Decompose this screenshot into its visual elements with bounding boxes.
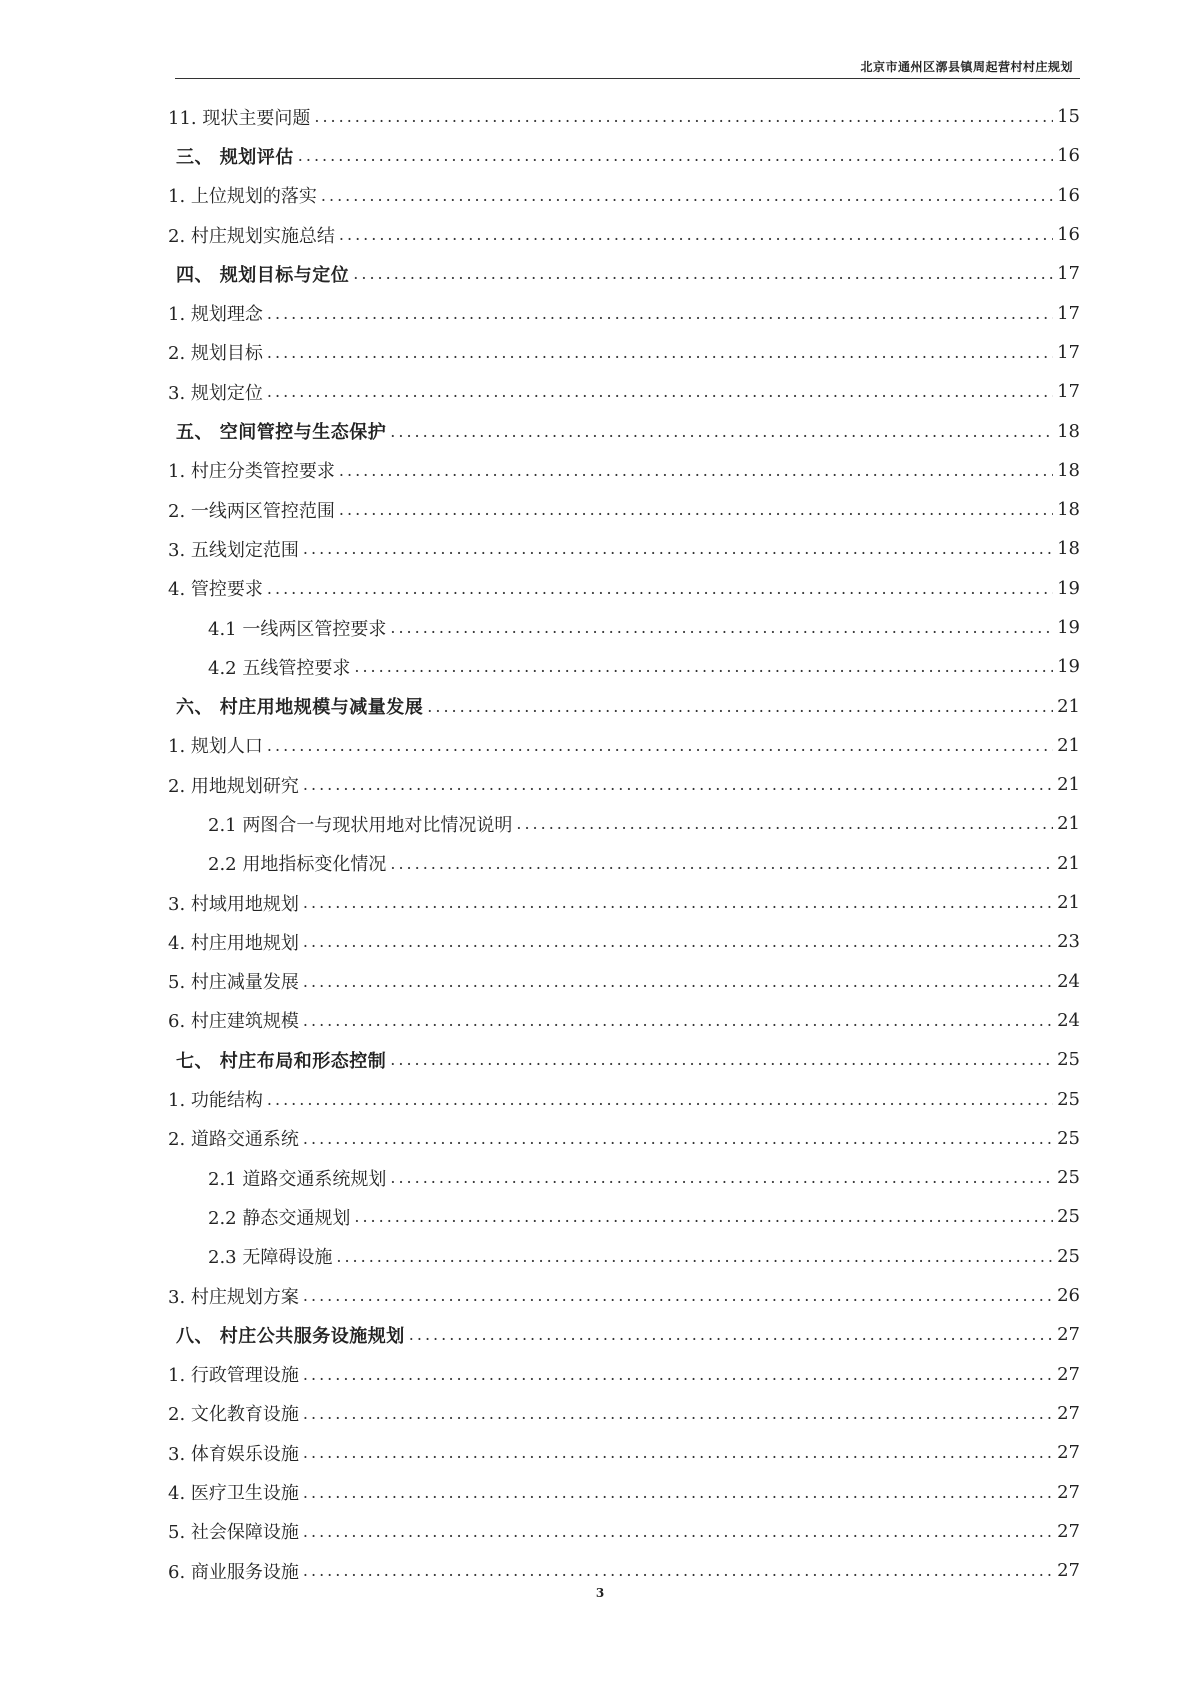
- toc-entry-page-number: 27: [1057, 1363, 1080, 1385]
- toc-entry-label: 1. 上位规划的落实: [168, 186, 317, 208]
- toc-dot-leader: [267, 736, 1053, 755]
- toc-entry-page-number: 21: [1057, 774, 1080, 796]
- toc-entry-page-number: 25: [1057, 1049, 1080, 1071]
- toc-chapter-entry[interactable]: [168, 686, 1080, 725]
- toc-entry[interactable]: [168, 372, 1080, 411]
- toc-entry-page-number: 21: [1057, 813, 1080, 835]
- toc-dot-leader: [354, 657, 1053, 676]
- toc-entry-label: 3. 村庄规划方案: [168, 1286, 299, 1308]
- toc-entry-label: 四、 规划目标与定位: [176, 264, 350, 286]
- toc-entry[interactable]: [168, 451, 1080, 490]
- toc-entry[interactable]: [168, 883, 1080, 922]
- toc-entry-label: 1. 功能结构: [168, 1090, 263, 1112]
- toc-entry-label: 4. 管控要求: [168, 579, 263, 601]
- toc-entry-page-number: 15: [1057, 106, 1080, 128]
- toc-entry-page-number: 25: [1057, 1245, 1080, 1267]
- toc-entry[interactable]: [168, 1119, 1080, 1158]
- toc-chapter-entry[interactable]: [168, 1040, 1080, 1079]
- toc-dot-leader: [298, 146, 1053, 165]
- toc-entry[interactable]: [168, 1001, 1080, 1040]
- toc-entry-page-number: 25: [1057, 1206, 1080, 1228]
- toc-dot-leader: [267, 382, 1053, 401]
- toc-entry-page-number: 21: [1057, 734, 1080, 756]
- toc-entry-label: 11. 现状主要问题: [168, 107, 311, 129]
- toc-entry-label: 5. 村庄减量发展: [168, 972, 299, 994]
- toc-dot-leader: [321, 186, 1053, 205]
- toc-entry-label: 3. 体育娱乐设施: [168, 1443, 299, 1465]
- toc-entry-label: 3. 村域用地规划: [168, 893, 299, 915]
- toc-entry-page-number: 17: [1057, 263, 1080, 285]
- toc-entry[interactable]: [168, 1512, 1080, 1551]
- toc-dot-leader: [336, 1247, 1053, 1266]
- toc-entry[interactable]: [168, 922, 1080, 961]
- toc-entry[interactable]: [168, 215, 1080, 254]
- toc-entry[interactable]: [168, 1394, 1080, 1433]
- toc-entry-page-number: 25: [1057, 1127, 1080, 1149]
- toc-entry-page-number: 23: [1057, 931, 1080, 953]
- toc-entry-page-number: 18: [1057, 459, 1080, 481]
- toc-entry-label: 5. 社会保障设施: [168, 1522, 299, 1544]
- toc-entry-page-number: 27: [1057, 1481, 1080, 1503]
- toc-dot-leader: [303, 1522, 1053, 1541]
- running-header: 北京市通州区漷县镇周起营村村庄规划: [860, 60, 1073, 74]
- toc-entry-page-number: 16: [1057, 145, 1080, 167]
- toc-entry-label: 六、 村庄用地规模与减量发展: [176, 697, 424, 719]
- toc-entry[interactable]: [168, 1472, 1080, 1511]
- toc-entry-label: 2.2 用地指标变化情况: [208, 854, 387, 876]
- toc-entry-page-number: 21: [1057, 892, 1080, 914]
- toc-dot-leader: [390, 1050, 1053, 1069]
- toc-entry-page-number: 18: [1057, 420, 1080, 442]
- toc-entry-page-number: 21: [1057, 695, 1080, 717]
- toc-dot-leader: [303, 1483, 1053, 1502]
- toc-dot-leader: [303, 893, 1053, 912]
- toc-chapter-entry[interactable]: [168, 136, 1080, 175]
- toc-dot-leader: [339, 225, 1053, 244]
- toc-entry-label: 1. 村庄分类管控要求: [168, 461, 335, 483]
- toc-entry-label: 2.3 无障碍设施: [208, 1247, 333, 1269]
- toc-entry-label: 6. 村庄建筑规模: [168, 1011, 299, 1033]
- header-divider: [175, 78, 1080, 79]
- toc-entry-label: 1. 规划理念: [168, 304, 263, 326]
- toc-entry-page-number: 24: [1057, 970, 1080, 992]
- toc-entry-page-number: 27: [1057, 1324, 1080, 1346]
- toc-entry-label: 2. 村庄规划实施总结: [168, 225, 335, 247]
- toc-entry[interactable]: [168, 1276, 1080, 1315]
- toc-entry[interactable]: [168, 1237, 1080, 1276]
- toc-entry-page-number: 27: [1057, 1560, 1080, 1582]
- toc-dot-leader: [339, 461, 1053, 480]
- toc-entry-label: 2. 道路交通系统: [168, 1129, 299, 1151]
- table-of-contents: [168, 97, 1080, 1590]
- toc-entry[interactable]: [168, 97, 1080, 136]
- toc-chapter-entry[interactable]: [168, 411, 1080, 450]
- toc-entry[interactable]: [168, 176, 1080, 215]
- toc-entry-label: 4.2 五线管控要求: [208, 657, 351, 679]
- toc-entry[interactable]: [168, 569, 1080, 608]
- toc-entry-label: 6. 商业服务设施: [168, 1561, 299, 1583]
- toc-dot-leader: [353, 264, 1053, 283]
- toc-entry-label: 2. 规划目标: [168, 343, 263, 365]
- toc-chapter-entry[interactable]: [168, 1315, 1080, 1354]
- toc-dot-leader: [267, 579, 1053, 598]
- toc-entry-label: 1. 行政管理设施: [168, 1365, 299, 1387]
- toc-entry-page-number: 16: [1057, 224, 1080, 246]
- toc-entry-label: 2. 一线两区管控范围: [168, 500, 335, 522]
- toc-entry-label: 2. 文化教育设施: [168, 1404, 299, 1426]
- toc-dot-leader: [516, 814, 1053, 833]
- toc-entry-page-number: 19: [1057, 656, 1080, 678]
- toc-dot-leader: [267, 304, 1053, 323]
- toc-entry[interactable]: [168, 1355, 1080, 1394]
- toc-dot-leader: [303, 1286, 1053, 1305]
- toc-entry[interactable]: [168, 1158, 1080, 1197]
- toc-entry-label: 4. 村庄用地规划: [168, 932, 299, 954]
- toc-entry[interactable]: [168, 608, 1080, 647]
- toc-dot-leader: [267, 343, 1053, 362]
- toc-entry[interactable]: [168, 804, 1080, 843]
- toc-entry-label: 3. 五线划定范围: [168, 539, 299, 561]
- toc-dot-leader: [303, 539, 1053, 558]
- toc-entry-page-number: 27: [1057, 1442, 1080, 1464]
- toc-entry-page-number: 26: [1057, 1285, 1080, 1307]
- toc-entry[interactable]: [168, 333, 1080, 372]
- toc-dot-leader: [303, 972, 1053, 991]
- toc-chapter-entry[interactable]: [168, 254, 1080, 293]
- toc-entry[interactable]: [168, 1551, 1080, 1590]
- toc-entry-page-number: 21: [1057, 852, 1080, 874]
- toc-entry-page-number: 19: [1057, 577, 1080, 599]
- toc-entry-page-number: 17: [1057, 341, 1080, 363]
- toc-dot-leader: [303, 932, 1053, 951]
- toc-entry-page-number: 25: [1057, 1167, 1080, 1189]
- toc-dot-leader: [303, 775, 1053, 794]
- toc-entry[interactable]: [168, 490, 1080, 529]
- toc-entry-page-number: 17: [1057, 381, 1080, 403]
- toc-entry-page-number: 17: [1057, 302, 1080, 324]
- toc-dot-leader: [303, 1365, 1053, 1384]
- toc-entry-label: 五、 空间管控与生态保护: [176, 422, 387, 444]
- toc-entry-label: 4.1 一线两区管控要求: [208, 618, 387, 640]
- page-number: 3: [595, 1586, 605, 1600]
- toc-entry[interactable]: [168, 726, 1080, 765]
- toc-dot-leader: [390, 422, 1053, 441]
- toc-entry-page-number: 25: [1057, 1088, 1080, 1110]
- toc-entry[interactable]: [168, 1197, 1080, 1236]
- toc-entry-page-number: 18: [1057, 538, 1080, 560]
- toc-entry-page-number: 18: [1057, 499, 1080, 521]
- toc-dot-leader: [390, 618, 1053, 637]
- toc-entry-label: 2.1 道路交通系统规划: [208, 1168, 387, 1190]
- toc-entry-page-number: 16: [1057, 184, 1080, 206]
- toc-entry-label: 七、 村庄布局和形态控制: [176, 1050, 387, 1072]
- toc-dot-leader: [390, 854, 1053, 873]
- toc-entry[interactable]: [168, 1433, 1080, 1472]
- toc-dot-leader: [267, 1090, 1053, 1109]
- toc-dot-leader: [427, 697, 1053, 716]
- toc-entry-page-number: 27: [1057, 1520, 1080, 1542]
- toc-entry-label: 4. 医疗卫生设施: [168, 1483, 299, 1505]
- toc-entry-page-number: 27: [1057, 1402, 1080, 1424]
- toc-dot-leader: [303, 1129, 1053, 1148]
- toc-dot-leader: [303, 1443, 1053, 1462]
- toc-entry[interactable]: [168, 293, 1080, 332]
- toc-entry-page-number: 24: [1057, 1009, 1080, 1031]
- toc-entry[interactable]: [168, 765, 1080, 804]
- toc-entry-label: 三、 规划评估: [176, 146, 294, 168]
- toc-dot-leader: [409, 1325, 1053, 1344]
- toc-entry-label: 2.1 两图合一与现状用地对比情况说明: [208, 814, 513, 836]
- toc-entry-label: 2.2 静态交通规划: [208, 1207, 351, 1229]
- toc-entry-label: 八、 村庄公共服务设施规划: [176, 1325, 405, 1347]
- toc-entry-page-number: 19: [1057, 617, 1080, 638]
- toc-dot-leader: [354, 1207, 1053, 1226]
- toc-dot-leader: [390, 1168, 1053, 1187]
- toc-entry[interactable]: [168, 647, 1080, 686]
- toc-entry-label: 1. 规划人口: [168, 736, 263, 758]
- toc-entry[interactable]: [168, 962, 1080, 1001]
- toc-dot-leader: [303, 1561, 1053, 1580]
- toc-dot-leader: [303, 1011, 1053, 1030]
- toc-dot-leader: [314, 107, 1053, 126]
- toc-entry[interactable]: [168, 844, 1080, 883]
- toc-entry[interactable]: [168, 1079, 1080, 1118]
- toc-entry-label: 2. 用地规划研究: [168, 775, 299, 797]
- toc-dot-leader: [303, 1404, 1053, 1423]
- toc-entry-label: 3. 规划定位: [168, 382, 263, 404]
- toc-dot-leader: [339, 500, 1053, 519]
- toc-entry[interactable]: [168, 529, 1080, 568]
